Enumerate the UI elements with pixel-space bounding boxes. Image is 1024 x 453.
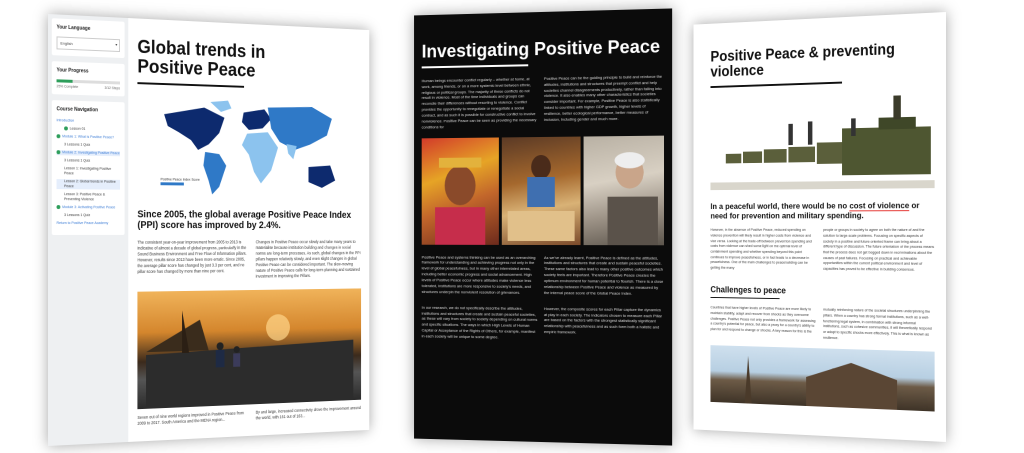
nav-lesson-3[interactable]: Lesson 3: Positive Peace & Preventing Violence [64, 192, 106, 202]
photo-child-graphic [422, 137, 499, 244]
eggs-shape [508, 211, 575, 241]
map-india [287, 144, 297, 159]
language-select[interactable] [57, 36, 120, 52]
nav-lesson-2[interactable]: Lesson 2: Global trends in Positive Peace [57, 179, 120, 190]
complete-icon [57, 205, 61, 209]
page-title: Investigating Positive Peace [421, 36, 661, 62]
tank-shape [764, 149, 787, 163]
rider-shape [216, 349, 225, 367]
pole-shape [745, 356, 752, 404]
bottom-right-paragraph: By and large, increased connectivity drove the improvement around the world, with 161 out of 163... [255, 404, 361, 421]
progress-percent: 25% Complete [56, 84, 79, 89]
language-heading: Your Language [56, 24, 91, 32]
low-right-paragraph: However, the composite scores for each Pillar capture the dynamics at play in each society. The indicators chosen to measure each Pillar are based on the factors with the strongest statistically significant relationship with peacefulness and as such form both a holistic and empiric framework. [543, 305, 662, 335]
lesson-content [422, 37, 664, 445]
map-asia [268, 106, 332, 151]
tank-column [726, 116, 931, 176]
photo-elder [584, 135, 664, 245]
photo-child-portrait [422, 137, 499, 244]
subtitle-highlight: cost of violence [849, 199, 910, 210]
nav-introduction[interactable]: Introduction [56, 118, 75, 123]
soldier-shape [788, 123, 792, 144]
title-rule [137, 82, 244, 88]
intro-left-paragraph: However, in the absence of Positive Peace, reduced spending on violence prevention will likely result in higher costs from violence and vice versa. Looking at the trade-off between prevention spending and costs from violence can shed some light on the optimal level of containment spending and whether spending beyond this point continues to improve peacefulness, or in fact leads to a decrease in peacefulness. One of the main challenges to peacebuilding can be getting the many [710, 228, 812, 270]
tank-shape [788, 146, 815, 162]
face-shape [531, 155, 551, 179]
photo-strip [422, 135, 664, 245]
course-navigation-card [52, 100, 125, 235]
intro-left-paragraph: Human beings encounter conflict regularly – whether at home, at work, among friends, or on a more systemic level between ethnic, religious or political groups. The majority of these conflicts do not result in violence. Most of the time individuals and groups can reconcile their differences without resorting to violence. Conflict provides the opportunity to renegotiate or renegotiate a social contract, and as such it is possible for constructive conflict to involve nonviolence. Positive Peace can be seen as providing the necessary conditions for [421, 76, 537, 130]
nav-module-3[interactable] [57, 205, 120, 210]
road-photo [137, 288, 361, 409]
progress-steps: 3/12 Steps [104, 85, 121, 91]
course-page-preventing-violence [694, 12, 946, 442]
map-legend-label: Positive Peace Index Score [160, 177, 200, 182]
tank-shape [726, 153, 741, 163]
nav-module-1-count: 3 Lessons 1 Quiz [64, 142, 91, 147]
rider-shape [233, 353, 240, 367]
rider-helmet-shape [217, 342, 224, 350]
progress-card [52, 61, 125, 96]
nav-lesson-01-label: Lesson 01 [69, 126, 86, 131]
challenges-columns [710, 306, 934, 344]
map-legend-bar [161, 182, 184, 185]
intro-columns [710, 228, 934, 273]
map-europe [242, 109, 271, 131]
headdress-shape [439, 157, 481, 167]
course-sidebar [48, 14, 128, 446]
intro-right-paragraph: people or groups in society to agree on both the nature of and the solution to large-scale problems. Focusing on specific aspects of society in a positive and future-oriented frame can bring about a different type of discussion. The future orientation of the process means that the process does not get bogged down in recriminations about the causes of past failures. Focusing on practical and achievable opportunities within the current political environment and level of capacities has proved to be effective in building consensus. [823, 228, 935, 272]
nav-module-3-count: 3 Lessons 1 Quiz [64, 213, 91, 218]
lesson-content [137, 38, 361, 441]
intro-right-paragraph: Changes in Positive Peace occur slowly and take many years to materialise because institution building and changes in social norms are long-term processes. As such, global changes in the PPI pillars happen relatively slowly, and even slight changes in global Positive Peace can be considered important. The slow-moving nature of Positive Peace calls for long-term planning and sustained investment in improving the Pillars. [255, 239, 361, 279]
section-rule [710, 297, 779, 300]
intro-columns [422, 74, 664, 131]
mid-right-paragraph: As we've already learnt, Positive Peace is defined as the attitudes, institutions and structures that create and sustain peaceful societies. These same factors also lead to many other positive outcomes which society feels are important. Therefore Positive Peace creates the optimum environment for human potential to flourish. There is a close relationship between Positive Peace and violence as measured by the internal peace score of the Global Peace Index. [543, 254, 664, 296]
garment-shape [608, 196, 658, 245]
soldier-shape [851, 118, 856, 136]
chevron-down-icon: ▾ [115, 41, 118, 47]
intro-columns [137, 239, 361, 281]
mid-left-paragraph: Positive Peace and systems thinking can be used as an overarching framework for understanding and achieving progress not only in the level of global peacefulness, but in many other interrelated areas, including better economic progress and social advancement. High levels of Positive Peace occur where attitudes make violence less tolerated, institutions are more responsive to society's needs, and structures underpin the nonviolent resolution of grievances. [421, 254, 536, 295]
garment-shape [435, 207, 485, 245]
map-africa [242, 132, 278, 184]
nav-lesson-1[interactable]: Lesson 1: Investigating Positive Peace [64, 166, 112, 176]
sun-shape [266, 314, 290, 341]
course-navigation-heading: Course Navigation [56, 106, 98, 114]
low-left-paragraph: In our research, we do not specifically describe the attitudes, institutions and structures that create and sustain peaceful societies, as these will vary from society to society depending on cultural norms and specific situations. The ways in which High Levels of Human Capital or Acceptance of the Rights of Others, for example, manifest in each society will be unique to some degree. [421, 304, 538, 340]
mid-columns [422, 254, 664, 296]
complete-icon [64, 126, 68, 130]
world-map [137, 92, 361, 201]
world-map-graphic [137, 92, 361, 201]
progress-heading: Your Progress [56, 67, 89, 75]
photo-market-graphic [502, 136, 581, 245]
page-title: Positive Peace & preventing violence [710, 41, 895, 81]
nav-module-2-count: 3 Lessons 1 Quiz [64, 158, 91, 163]
photo-market [502, 136, 581, 245]
nav-module-2[interactable] [57, 150, 120, 156]
tanks-photo-graphic [710, 88, 934, 190]
nav-module-2-label: Module 2: Investigating Positive Peace [62, 150, 120, 156]
bottom-left-paragraph: Seven out of nine world regions improved in Positive Peace from 2009 to 2017. South America and the MENA region... [137, 409, 244, 426]
map-greenland [210, 100, 231, 112]
nav-lesson-01[interactable] [57, 126, 120, 132]
nav-module-1-label: Module 1: What is Positive Peace? [62, 134, 115, 140]
intro-left-paragraph: The consistent year-on-year improvement from 2005 to 2013 is indicative of almost a decade of global progress, particularly in the Sound Business Environment and Free Flow of Information pillars. However, results since 2013 have been more erratic. Since 2005, the average pillar score has changed by just 3.3 per cent, and no pillar score has changed by more than nine per cent. [137, 239, 247, 275]
road-photo-graphic [137, 288, 361, 409]
complete-icon [57, 134, 61, 138]
face-shape [445, 165, 476, 205]
soldier-shape [893, 95, 900, 119]
subtitle-part-2: or need for prevention and military spending. [710, 199, 920, 221]
tanks-photo [710, 88, 934, 190]
challenges-left-paragraph: Countries that have higher levels of Positive Peace are more likely to maintain stability, adapt and recover from shocks as they overcome challenges. Positive Peace not only provides a framework for assessing a country's potential for peace, but also a proxy for a country's ability to plan for and respond to change or shocks. A key reason for this is the [710, 305, 816, 334]
map-south-america [203, 152, 226, 195]
damaged-house-graphic [710, 345, 934, 411]
section-heading: Challenges to peace [710, 284, 786, 296]
soldier-shape [808, 121, 812, 144]
ground-shape [710, 180, 934, 190]
course-page-investigating [414, 8, 672, 445]
damaged-house-photo [710, 345, 934, 411]
intro-right-paragraph: Positive Peace can be the guiding principle to build and reinforce the attitudes, institutions and structures that preempt conflict and help societies channel disagreements productively, rather than falling into violence. It also enables many other characteristics that societies consider important. For example, Positive Peace is also statistically linked to countries with higher GDP growth, higher levels of resilience, better ecological performance, better measures of inclusion, including gender and much more. [543, 73, 663, 122]
language-value: English [60, 40, 73, 47]
lesson-subtitle [710, 200, 934, 221]
challenges-right-paragraph: mutually reinforcing nature of the societal structures underpinning the pillars. When a country has strong formal institutions, such as a well-functioning legal system, in combination with strong informal institutions, such as cohesive communities, it will theoretically respond or adapt to specific shocks more effectively. This is what is known as resilience. [823, 307, 932, 340]
page-title: Global trends in Positive Peace [137, 37, 266, 82]
progress-bar-fill [57, 79, 73, 83]
lesson-content [710, 40, 934, 441]
return-link[interactable]: Return to Positive Peace Academy [56, 221, 109, 226]
photo-elder-graphic [584, 135, 664, 245]
tree-shape [146, 319, 209, 352]
tank-shape [743, 151, 762, 163]
nav-module-3-label: Module 3: Activating Positive Peace [62, 205, 116, 210]
low-columns [422, 304, 664, 342]
house-shape [806, 362, 897, 410]
course-page-global-trends [48, 14, 369, 446]
title-rule [422, 64, 529, 68]
map-north-america [164, 106, 224, 150]
garment-shape [527, 177, 555, 207]
map-australia [308, 165, 335, 188]
title-rule [710, 81, 842, 87]
lesson-subtitle: Since 2005, the global average Positive Peace Index (PPI) score has improved by 2.4%. [137, 209, 352, 232]
language-card [52, 18, 125, 58]
subtitle-part-1: In a peaceful world, there would be no [710, 200, 850, 211]
complete-icon [57, 150, 61, 154]
bottom-columns [137, 405, 361, 427]
nav-module-1[interactable] [57, 134, 120, 140]
